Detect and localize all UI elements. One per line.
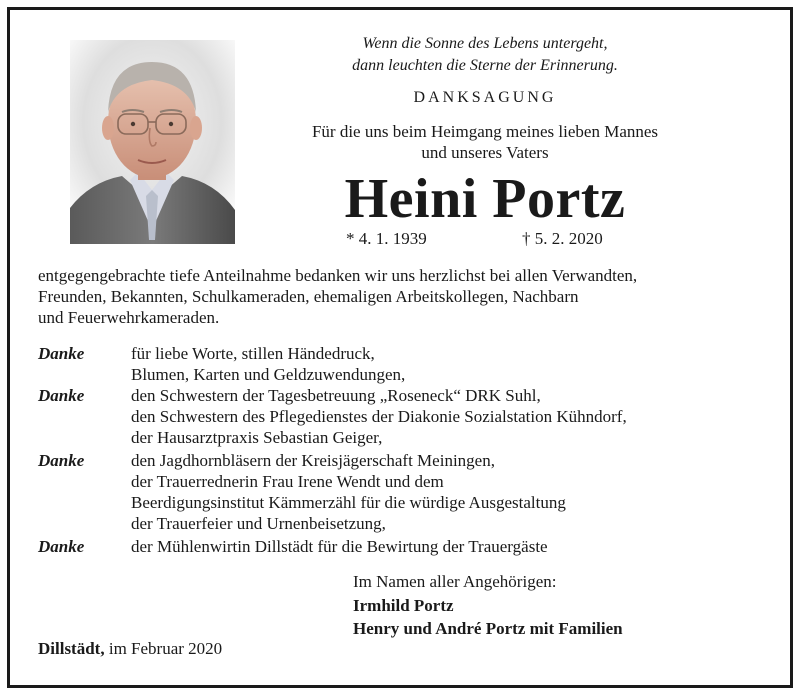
thanks-paragraph-line-3: und Feuerwehrkameraden. — [38, 308, 220, 327]
danke-3-line-2: der Trauerrednerin Frau Irene Wendt und dem — [131, 472, 444, 491]
danke-3-line-3: Beerdigungsinstitut Kämmerzähl für die würdige Ausgestaltung — [131, 493, 566, 512]
danke-4-line-1: der Mühlenwirtin Dillstädt für die Bewirtung der Trauergäste — [131, 537, 548, 556]
danke-label-1: Danke — [38, 344, 85, 363]
danke-1-line-1: für liebe Worte, stillen Händedruck, — [131, 344, 375, 363]
intro-line-1: Für die uns beim Heimgang meines lieben Mannes — [311, 122, 659, 141]
danke-label-2: Danke — [38, 386, 85, 405]
quote-line-2: dann leuchten die Sterne der Erinnerung. — [352, 57, 618, 74]
death-date: † 5. 2. 2020 — [522, 229, 603, 248]
signature-intro: Im Namen aller Angehörigen: — [353, 572, 557, 591]
birth-date: * 4. 1. 1939 — [346, 229, 427, 248]
danke-1-line-2: Blumen, Karten und Geldzuwendungen, — [131, 365, 406, 384]
thanks-paragraph-line-2: Freunden, Bekannten, Schulkameraden, ehemaligen Arbeitskollegen, Nachbarn — [38, 287, 579, 306]
place-date: im Februar 2020 — [108, 639, 223, 658]
thanks-paragraph-line-1: entgegengebrachte tiefe Anteilnahme bedanken wir uns herzlichst bei allen Verwandten, — [38, 266, 638, 285]
danke-2-line-3: der Hausarztpraxis Sebastian Geiger, — [131, 428, 383, 447]
signature-name-2: Henry und André Portz mit Familien — [353, 619, 623, 638]
intro-line-2: und unseres Vaters — [421, 143, 549, 162]
place-and-date — [38, 639, 222, 659]
danke-label-4: Danke — [38, 537, 85, 556]
quote-line-1: Wenn die Sonne des Lebens untergeht, — [362, 35, 608, 52]
danke-3-line-4: der Trauerfeier und Urnenbeisetzung, — [131, 514, 386, 533]
danke-3-line-1: den Jagdhornbläsern der Kreisjägerschaft Meiningen, — [131, 451, 495, 470]
danke-2-line-2: den Schwestern des Pflegedienstes der Diakonie Sozialstation Kühndorf, — [131, 407, 627, 426]
deceased-name: Heini Portz — [344, 168, 626, 230]
portrait-photo — [70, 40, 235, 244]
signature-name-1: Irmhild Portz — [353, 596, 454, 615]
danke-2-line-1: den Schwestern der Tagesbetreuung „Roseneck“ DRK Suhl, — [131, 386, 541, 405]
danke-label-3: Danke — [38, 451, 85, 470]
place-town: Dillstädt, — [38, 639, 105, 658]
heading-danksagung: DANKSAGUNG — [413, 89, 557, 106]
